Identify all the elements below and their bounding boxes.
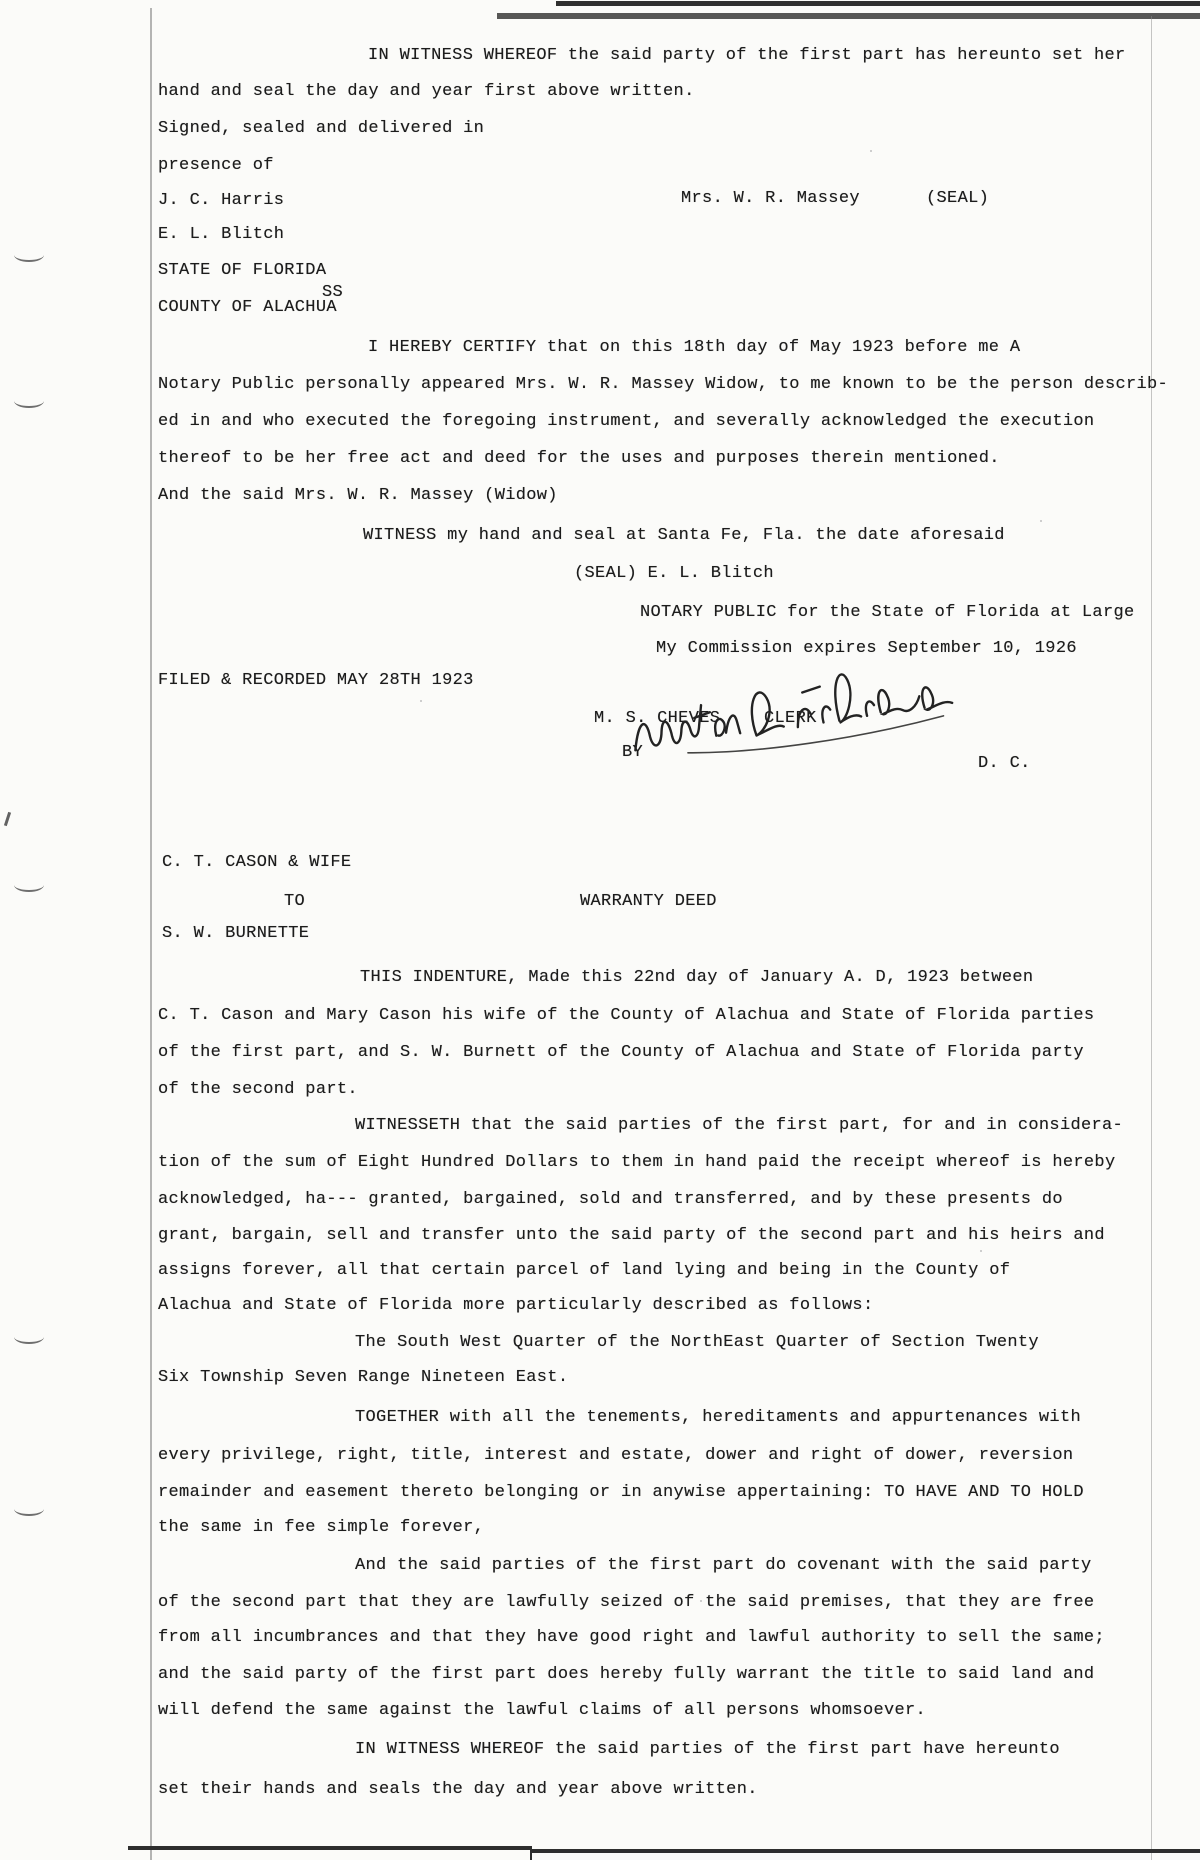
doc1-line-18: (SEAL) E. L. Blitch — [574, 564, 774, 583]
top-scan-edge-band — [556, 1, 1200, 6]
bottom-scan-line-left — [128, 1846, 530, 1850]
doc1-line-23: CLERK — [764, 709, 817, 728]
doc2-line-11: acknowledged, ha--- granted, bargained, sold and transferred, and by these presents do — [158, 1190, 1063, 1209]
doc2-line-20: the same in fee simple forever, — [158, 1518, 485, 1537]
doc2-line-25: will defend the same against the lawful claims of all persons whomsoever. — [158, 1701, 927, 1720]
doc2-line-23: from all incumbrances and that they have good right and lawful authority to sell the same; — [158, 1628, 1105, 1647]
top-scan-edge-band-2 — [497, 13, 1200, 19]
doc2-line-2: TO — [284, 892, 306, 911]
stray-pen-mark — [4, 812, 11, 826]
doc1-line-14: ed in and who executed the foregoing instrument, and severally acknowledged the execution — [158, 412, 1095, 431]
doc1-line-6: Mrs. W. R. Massey — [681, 189, 860, 208]
doc2-line-1: C. T. CASON & WIFE — [162, 853, 352, 872]
doc1-line-2: hand and seal the day and year first above written. — [158, 82, 695, 101]
binder-ring-mark — [14, 1502, 44, 1516]
doc2-line-13: assigns forever, all that certain parcel of land lying and being in the County of — [158, 1261, 1011, 1280]
doc2-line-6: C. T. Cason and Mary Cason his wife of the County of Alachua and State of Florida parties — [158, 1006, 1095, 1025]
doc2-line-22: of the second part that they are lawfully seized of the said premises, that they are free — [158, 1593, 1095, 1612]
doc2-line-4: S. W. BURNETTE — [162, 924, 310, 943]
doc1-line-11: COUNTY OF ALACHUA — [158, 298, 337, 317]
binder-ring-mark — [14, 878, 44, 892]
binder-ring-mark — [14, 1330, 44, 1344]
doc2-line-12: grant, bargain, sell and transfer unto the said party of the second part and his heirs and — [158, 1226, 1105, 1245]
doc1-line-7: (SEAL) — [926, 189, 990, 208]
scan-speckle — [980, 1250, 982, 1252]
doc2-line-21: And the said parties of the first part do covenant with the said party — [355, 1556, 1092, 1575]
binder-ring-mark — [14, 394, 44, 408]
doc1-line-3: Signed, sealed and delivered in — [158, 119, 485, 138]
doc2-line-8: of the second part. — [158, 1080, 358, 1099]
doc1-line-1: IN WITNESS WHEREOF the said party of the first part has hereunto set her — [368, 46, 1126, 65]
doc1-line-22: M. S. CHEVES — [594, 709, 721, 728]
doc1-line-24: BY — [622, 743, 644, 762]
doc2-line-19: remainder and easement thereto belonging or in anywise appertaining: TO HAVE AND TO HOLD — [158, 1483, 1084, 1502]
doc1-line-5: J. C. Harris — [158, 191, 285, 210]
doc1-line-9: STATE OF FLORIDA — [158, 261, 327, 280]
doc2-line-10: tion of the sum of Eight Hundred Dollars to them in hand paid the receipt whereof is hereby — [158, 1153, 1116, 1172]
scan-speckle — [1040, 520, 1042, 522]
doc2-line-9: WITNESSETH that the said parties of the first part, for and in considera- — [355, 1116, 1124, 1135]
doc1-line-4: presence of — [158, 156, 274, 175]
doc2-line-14: Alachua and State of Florida more particularly described as follows: — [158, 1296, 874, 1315]
doc2-line-16: Six Township Seven Range Nineteen East. — [158, 1368, 569, 1387]
doc1-line-12: I HEREBY CERTIFY that on this 18th day of May 1923 before me A — [368, 338, 1021, 357]
right-margin-rule — [1151, 16, 1152, 1860]
doc2-line-3: WARRANTY DEED — [580, 892, 717, 911]
left-margin-rule — [150, 8, 152, 1860]
doc2-line-18: every privilege, right, title, interest and estate, dower and right of dower, reversion — [158, 1446, 1074, 1465]
doc2-line-5: THIS INDENTURE, Made this 22nd day of January A. D, 1923 between — [360, 968, 1034, 987]
doc2-line-17: TOGETHER with all the tenements, hereditaments and appurtenances with — [355, 1408, 1081, 1427]
bottom-scan-tick — [530, 1846, 532, 1860]
doc1-line-13: Notary Public personally appeared Mrs. W. R. Massey Widow, to me known to be the person describ- — [158, 375, 1169, 394]
doc1-line-20: My Commission expires September 10, 1926 — [656, 639, 1077, 658]
clerk-signature — [621, 652, 969, 782]
doc1-line-25: D. C. — [978, 754, 1031, 773]
doc1-line-21: FILED & RECORDED MAY 28TH 1923 — [158, 671, 474, 690]
scan-speckle — [420, 700, 422, 702]
doc2-line-26: IN WITNESS WHEREOF the said parties of the first part have hereunto — [355, 1740, 1060, 1759]
doc1-line-15: thereof to be her free act and deed for the uses and purposes therein mentioned. — [158, 449, 1000, 468]
doc1-line-16: And the said Mrs. W. R. Massey (Widow) — [158, 486, 558, 505]
doc1-line-17: WITNESS my hand and seal at Santa Fe, Fla. the date aforesaid — [363, 526, 1005, 545]
scan-speckle — [870, 150, 872, 152]
doc2-line-27: set their hands and seals the day and year above written. — [158, 1780, 758, 1799]
binder-ring-mark — [14, 248, 44, 262]
doc1-line-10: SS — [322, 283, 344, 302]
bottom-scan-line-right — [532, 1849, 1200, 1853]
doc2-line-7: of the first part, and S. W. Burnett of the County of Alachua and State of Florida party — [158, 1043, 1084, 1062]
doc1-line-19: NOTARY PUBLIC for the State of Florida at Large — [640, 603, 1135, 622]
doc1-line-8: E. L. Blitch — [158, 225, 285, 244]
doc2-line-15: The South West Quarter of the NorthEast Quarter of Section Twenty — [355, 1333, 1039, 1352]
doc2-line-24: and the said party of the first part does hereby fully warrant the title to said land and — [158, 1665, 1095, 1684]
